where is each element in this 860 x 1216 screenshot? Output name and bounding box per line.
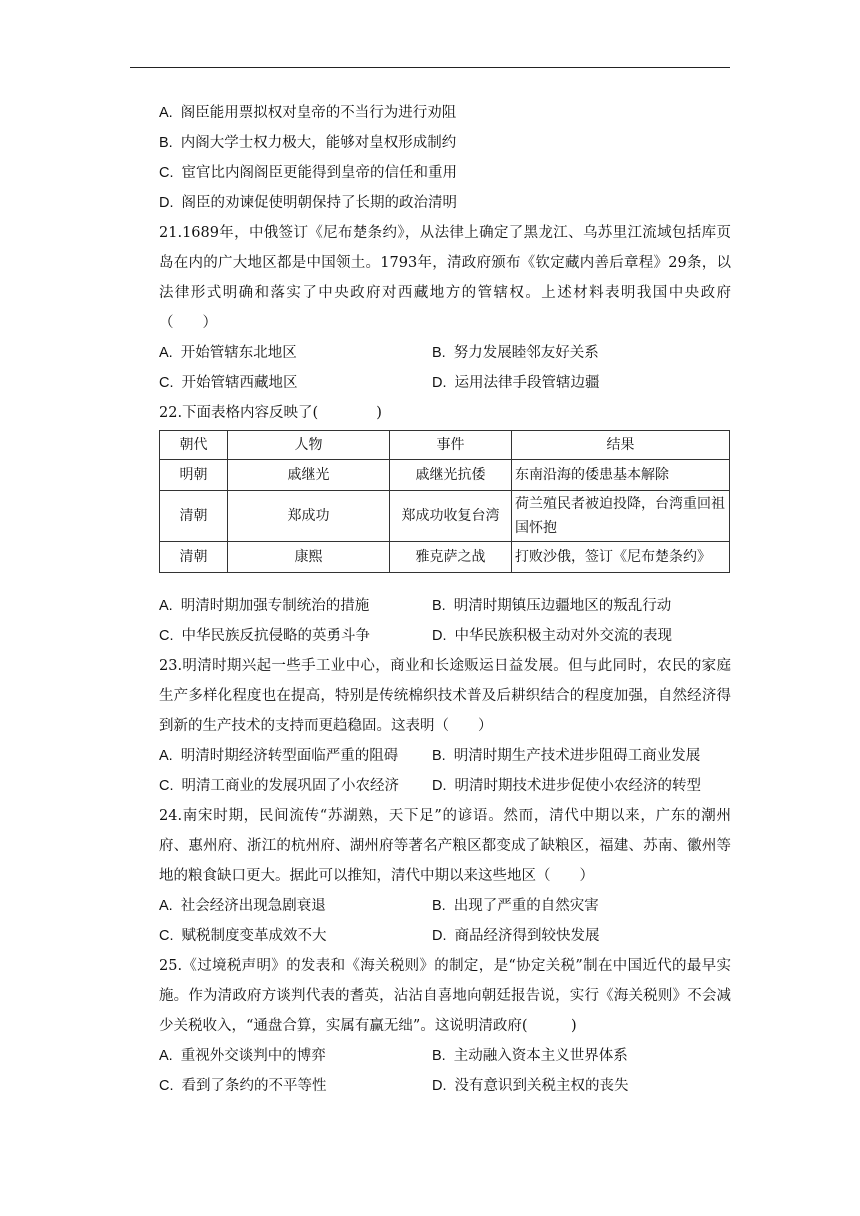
q23-option-d[interactable]: D. 明清时期技术进步促使小农经济的转型: [432, 778, 701, 794]
q22-option-a[interactable]: A. 明清时期加强专制统治的措施: [159, 598, 370, 614]
q22-option-d[interactable]: D. 中华民族积极主动对外交流的表现: [432, 628, 672, 644]
table-cell: 郑成功收复台湾: [390, 491, 512, 542]
table-row: [160, 542, 730, 573]
table-cell: 打败沙俄，签订《尼布楚条约》: [512, 542, 730, 573]
table-cell: 东南沿海的倭患基本解除: [512, 460, 730, 491]
q24-option-a[interactable]: A. 社会经济出现急剧衰退: [159, 898, 326, 914]
q23-options-row-1: [159, 741, 731, 771]
q20-option-a[interactable]: A. 阁臣能用票拟权对皇帝的不当行为进行劝阻: [159, 105, 457, 121]
table-row: [160, 460, 730, 491]
q22-options-row-2: [159, 621, 731, 651]
q23-option-c[interactable]: C. 明清工商业的发展巩固了小农经济: [159, 778, 399, 794]
q24-options-row-1: [159, 891, 731, 921]
table-cell: 清朝: [160, 542, 228, 573]
table-row: [160, 491, 730, 542]
q21-options-row-2: [159, 368, 731, 398]
q25-options-row-1: [159, 1041, 731, 1071]
table-header-cell: 朝代: [160, 431, 228, 460]
q24-option-b[interactable]: B. 出现了严重的自然灾害: [432, 898, 599, 914]
q25-option-b[interactable]: B. 主动融入资本主义世界体系: [432, 1048, 628, 1064]
table-header-cell: 事件: [390, 431, 512, 460]
table-cell: 雅克萨之战: [390, 542, 512, 573]
table-cell: 清朝: [160, 491, 228, 542]
q24-stem: 24.南宋时期，民间流传“苏湖熟，天下足”的谚语。然而，清代中期以来，广东的潮州府、惠州府、浙江的杭州府、湖州府等著名产粮区都变成了缺粮区，福建、苏南、徽州等地的粮食缺口更大。据此可以推知，清代中期以来这些地区（ ）: [159, 808, 731, 884]
q24-option-c[interactable]: C. 赋税制度变革成效不大: [159, 928, 327, 944]
table-cell: 郑成功: [228, 491, 390, 542]
q23-options-row-2: [159, 771, 731, 801]
header-rule: [130, 67, 730, 68]
q20-option-b[interactable]: B. 内阁大学士权力极大，能够对皇权形成制约: [159, 135, 457, 151]
table-header-row: [160, 431, 730, 460]
q21-option-c[interactable]: C. 开始管辖西藏地区: [159, 375, 298, 391]
q21-option-d[interactable]: D. 运用法律手段管辖边疆: [432, 375, 600, 391]
q25-option-c[interactable]: C. 看到了条约的不平等性: [159, 1078, 327, 1094]
exam-page-content: [159, 98, 731, 1101]
q22-option-b[interactable]: B. 明清时期镇压边疆地区的叛乱行动: [432, 598, 672, 614]
table-header-cell: 结果: [512, 431, 730, 460]
q23-stem: 23.明清时期兴起一些手工业中心，商业和长途贩运日益发展。但与此同时，农民的家庭生产多样化程度也在提高，特别是传统棉织技术普及后耕织结合的程度加强，自然经济得到新的生产技术的支持而更趋稳固。这表明（ ）: [159, 658, 731, 734]
q22-options-row-1: [159, 591, 731, 621]
table-cell: 明朝: [160, 460, 228, 491]
q22-stem: 22.下面表格内容反映了( ): [159, 405, 382, 421]
q21-option-a[interactable]: A. 开始管辖东北地区: [159, 345, 297, 361]
table-cell: 戚继光抗倭: [390, 460, 512, 491]
q20-option-d[interactable]: D. 阁臣的劝谏促使明朝保持了长期的政治清明: [159, 195, 457, 211]
table-cell: 戚继光: [228, 460, 390, 491]
q22-option-c[interactable]: C. 中华民族反抗侵略的英勇斗争: [159, 628, 370, 644]
q22-table: [159, 430, 730, 573]
q24-options-row-2: [159, 921, 731, 951]
q20-option-c[interactable]: C. 宦官比内阁阁臣更能得到皇帝的信任和重用: [159, 165, 457, 181]
table-cell: 康熙: [228, 542, 390, 573]
q24-option-d[interactable]: D. 商品经济得到较快发展: [432, 928, 600, 944]
q25-stem: 25.《过境税声明》的发表和《海关税则》的制定，是“协定关税”制在中国近代的最早实施。作为清政府方谈判代表的耆英，沾沾自喜地向朝廷报告说，实行《海关税则》不会减少关税收入，“通盘合算，实属有赢无绌”。这说明清政府( ): [159, 958, 731, 1034]
table-header-cell: 人物: [228, 431, 390, 460]
q21-stem: 21.1689年，中俄签订《尼布楚条约》，从法律上确定了黑龙江、乌苏里江流域包括库页岛在内的广大地区都是中国领土。1793年，清政府颁布《钦定藏内善后章程》29条，以法律形式明确和落实了中央政府对西藏地方的管辖权。上述材料表明我国中央政府（ ）: [159, 225, 731, 331]
table-cell: 荷兰殖民者被迫投降，台湾重回祖国怀抱: [512, 491, 730, 542]
q25-option-a[interactable]: A. 重视外交谈判中的博弈: [159, 1048, 326, 1064]
q21-options-row-1: [159, 338, 731, 368]
q23-option-a[interactable]: A. 明清时期经济转型面临严重的阻碍: [159, 748, 399, 764]
q23-option-b[interactable]: B. 明清时期生产技术进步阻碍工商业发展: [432, 748, 701, 764]
q21-option-b[interactable]: B. 努力发展睦邻友好关系: [432, 345, 599, 361]
q25-option-d[interactable]: D. 没有意识到关税主权的丧失: [432, 1078, 629, 1094]
q25-options-row-2: [159, 1071, 731, 1101]
